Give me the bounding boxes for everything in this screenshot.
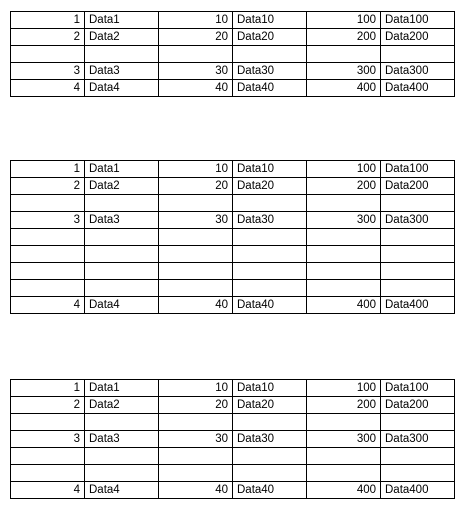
table-cell: Data2 — [85, 29, 159, 46]
table-row — [11, 46, 455, 63]
table-cell: Data100 — [381, 161, 455, 178]
table-row — [11, 178, 455, 195]
table-cell — [233, 414, 307, 431]
table-row — [11, 297, 455, 314]
table-cell — [307, 465, 381, 482]
table-cell: 2 — [11, 397, 85, 414]
table-cell — [307, 448, 381, 465]
table-cell — [11, 448, 85, 465]
table-cell: Data20 — [233, 29, 307, 46]
table-row — [11, 465, 455, 482]
table-cell: 30 — [159, 212, 233, 229]
table-cell: 400 — [307, 482, 381, 499]
table-cell: Data4 — [85, 80, 159, 97]
table-cell — [381, 229, 455, 246]
table-cell: Data200 — [381, 397, 455, 414]
table-cell — [233, 246, 307, 263]
table-body — [11, 380, 455, 499]
table-cell: 2 — [11, 29, 85, 46]
table-cell: Data40 — [233, 80, 307, 97]
table-cell: Data300 — [381, 431, 455, 448]
table-cell: 400 — [307, 297, 381, 314]
table-cell: 40 — [159, 80, 233, 97]
table-cell — [11, 263, 85, 280]
table-cell — [233, 280, 307, 297]
table-body — [11, 161, 455, 314]
table-cell: 3 — [11, 431, 85, 448]
table-cell: Data400 — [381, 80, 455, 97]
table-cell: 1 — [11, 380, 85, 397]
table-cell — [85, 465, 159, 482]
table-cell: Data1 — [85, 161, 159, 178]
table-cell: 1 — [11, 12, 85, 29]
table-row — [11, 246, 455, 263]
table-cell — [159, 46, 233, 63]
table-row — [11, 80, 455, 97]
table-row — [11, 482, 455, 499]
table-cell: 200 — [307, 178, 381, 195]
table-cell — [307, 263, 381, 280]
table-cell — [233, 465, 307, 482]
table-cell: Data30 — [233, 431, 307, 448]
table-cell: 30 — [159, 431, 233, 448]
table-row — [11, 380, 455, 397]
table-cell — [11, 465, 85, 482]
table-row — [11, 414, 455, 431]
table-cell — [159, 246, 233, 263]
table-cell: 40 — [159, 482, 233, 499]
table-cell — [307, 195, 381, 212]
table-cell: 3 — [11, 212, 85, 229]
table-cell: Data20 — [233, 397, 307, 414]
table-cell: Data4 — [85, 297, 159, 314]
data-table-2 — [10, 160, 455, 314]
table-cell — [85, 229, 159, 246]
table-row — [11, 229, 455, 246]
table-cell: Data2 — [85, 178, 159, 195]
table-cell: 2 — [11, 178, 85, 195]
table-cell — [11, 414, 85, 431]
table-cell: 300 — [307, 212, 381, 229]
table-cell — [85, 195, 159, 212]
table-cell: Data400 — [381, 482, 455, 499]
table-cell — [159, 229, 233, 246]
table-row — [11, 280, 455, 297]
table-cell — [233, 229, 307, 246]
table-cell: 200 — [307, 397, 381, 414]
table-cell — [307, 246, 381, 263]
table-cell: 30 — [159, 63, 233, 80]
table-cell: 20 — [159, 29, 233, 46]
table-cell — [85, 280, 159, 297]
table-cell — [11, 195, 85, 212]
table-cell — [381, 414, 455, 431]
table-cell: Data200 — [381, 178, 455, 195]
table-cell — [233, 448, 307, 465]
table-cell — [159, 280, 233, 297]
table-cell — [11, 229, 85, 246]
table-cell: Data40 — [233, 482, 307, 499]
table-row — [11, 12, 455, 29]
table-row — [11, 448, 455, 465]
table-cell: 10 — [159, 161, 233, 178]
table-row — [11, 29, 455, 46]
table-cell — [381, 465, 455, 482]
table-cell: Data3 — [85, 63, 159, 80]
table-cell: Data10 — [233, 12, 307, 29]
table-cell: Data40 — [233, 297, 307, 314]
table-cell: 1 — [11, 161, 85, 178]
table-cell: 20 — [159, 397, 233, 414]
table-cell — [159, 448, 233, 465]
table-cell: 3 — [11, 63, 85, 80]
table-body — [11, 12, 455, 97]
table-row — [11, 263, 455, 280]
table-cell: 4 — [11, 80, 85, 97]
table-cell — [159, 414, 233, 431]
table-cell: Data30 — [233, 63, 307, 80]
table-cell: Data400 — [381, 297, 455, 314]
table-cell — [381, 448, 455, 465]
table-cell: Data300 — [381, 212, 455, 229]
table-cell — [233, 195, 307, 212]
table-cell — [85, 246, 159, 263]
table-cell — [159, 195, 233, 212]
table-cell: Data10 — [233, 161, 307, 178]
table-cell: 10 — [159, 12, 233, 29]
table-cell — [85, 414, 159, 431]
table-row — [11, 63, 455, 80]
table-cell — [11, 46, 85, 63]
table-cell: 4 — [11, 297, 85, 314]
table-cell — [85, 46, 159, 63]
table-cell — [381, 195, 455, 212]
table-row — [11, 161, 455, 178]
table-cell: Data300 — [381, 63, 455, 80]
table-cell: Data2 — [85, 397, 159, 414]
table-cell — [381, 246, 455, 263]
table-cell: Data100 — [381, 12, 455, 29]
table-row — [11, 397, 455, 414]
table-cell: 300 — [307, 431, 381, 448]
table-cell: 40 — [159, 297, 233, 314]
table-cell: Data3 — [85, 212, 159, 229]
data-table-1 — [10, 11, 455, 97]
table-cell: 100 — [307, 161, 381, 178]
table-cell: 10 — [159, 380, 233, 397]
table-row — [11, 195, 455, 212]
table-cell — [233, 46, 307, 63]
table-cell: 100 — [307, 12, 381, 29]
table-cell: 20 — [159, 178, 233, 195]
table-cell — [381, 46, 455, 63]
data-table-3 — [10, 379, 455, 499]
table-cell — [11, 246, 85, 263]
table-cell: Data100 — [381, 380, 455, 397]
table-cell: 200 — [307, 29, 381, 46]
table-cell: 4 — [11, 482, 85, 499]
table-cell: Data3 — [85, 431, 159, 448]
table-cell: 400 — [307, 80, 381, 97]
table-cell — [159, 263, 233, 280]
table-cell — [307, 280, 381, 297]
table-cell: Data1 — [85, 12, 159, 29]
table-row — [11, 212, 455, 229]
table-cell: Data1 — [85, 380, 159, 397]
table-cell — [307, 414, 381, 431]
table-cell: Data20 — [233, 178, 307, 195]
table-cell — [11, 280, 85, 297]
table-cell: 100 — [307, 380, 381, 397]
table-cell — [233, 263, 307, 280]
table-cell — [307, 229, 381, 246]
table-row — [11, 431, 455, 448]
table-cell — [381, 263, 455, 280]
table-cell — [85, 263, 159, 280]
table-cell: Data4 — [85, 482, 159, 499]
table-cell — [381, 280, 455, 297]
table-cell: Data200 — [381, 29, 455, 46]
table-cell — [159, 465, 233, 482]
table-cell: Data30 — [233, 212, 307, 229]
table-cell — [85, 448, 159, 465]
table-cell: 300 — [307, 63, 381, 80]
table-cell — [307, 46, 381, 63]
table-cell: Data10 — [233, 380, 307, 397]
